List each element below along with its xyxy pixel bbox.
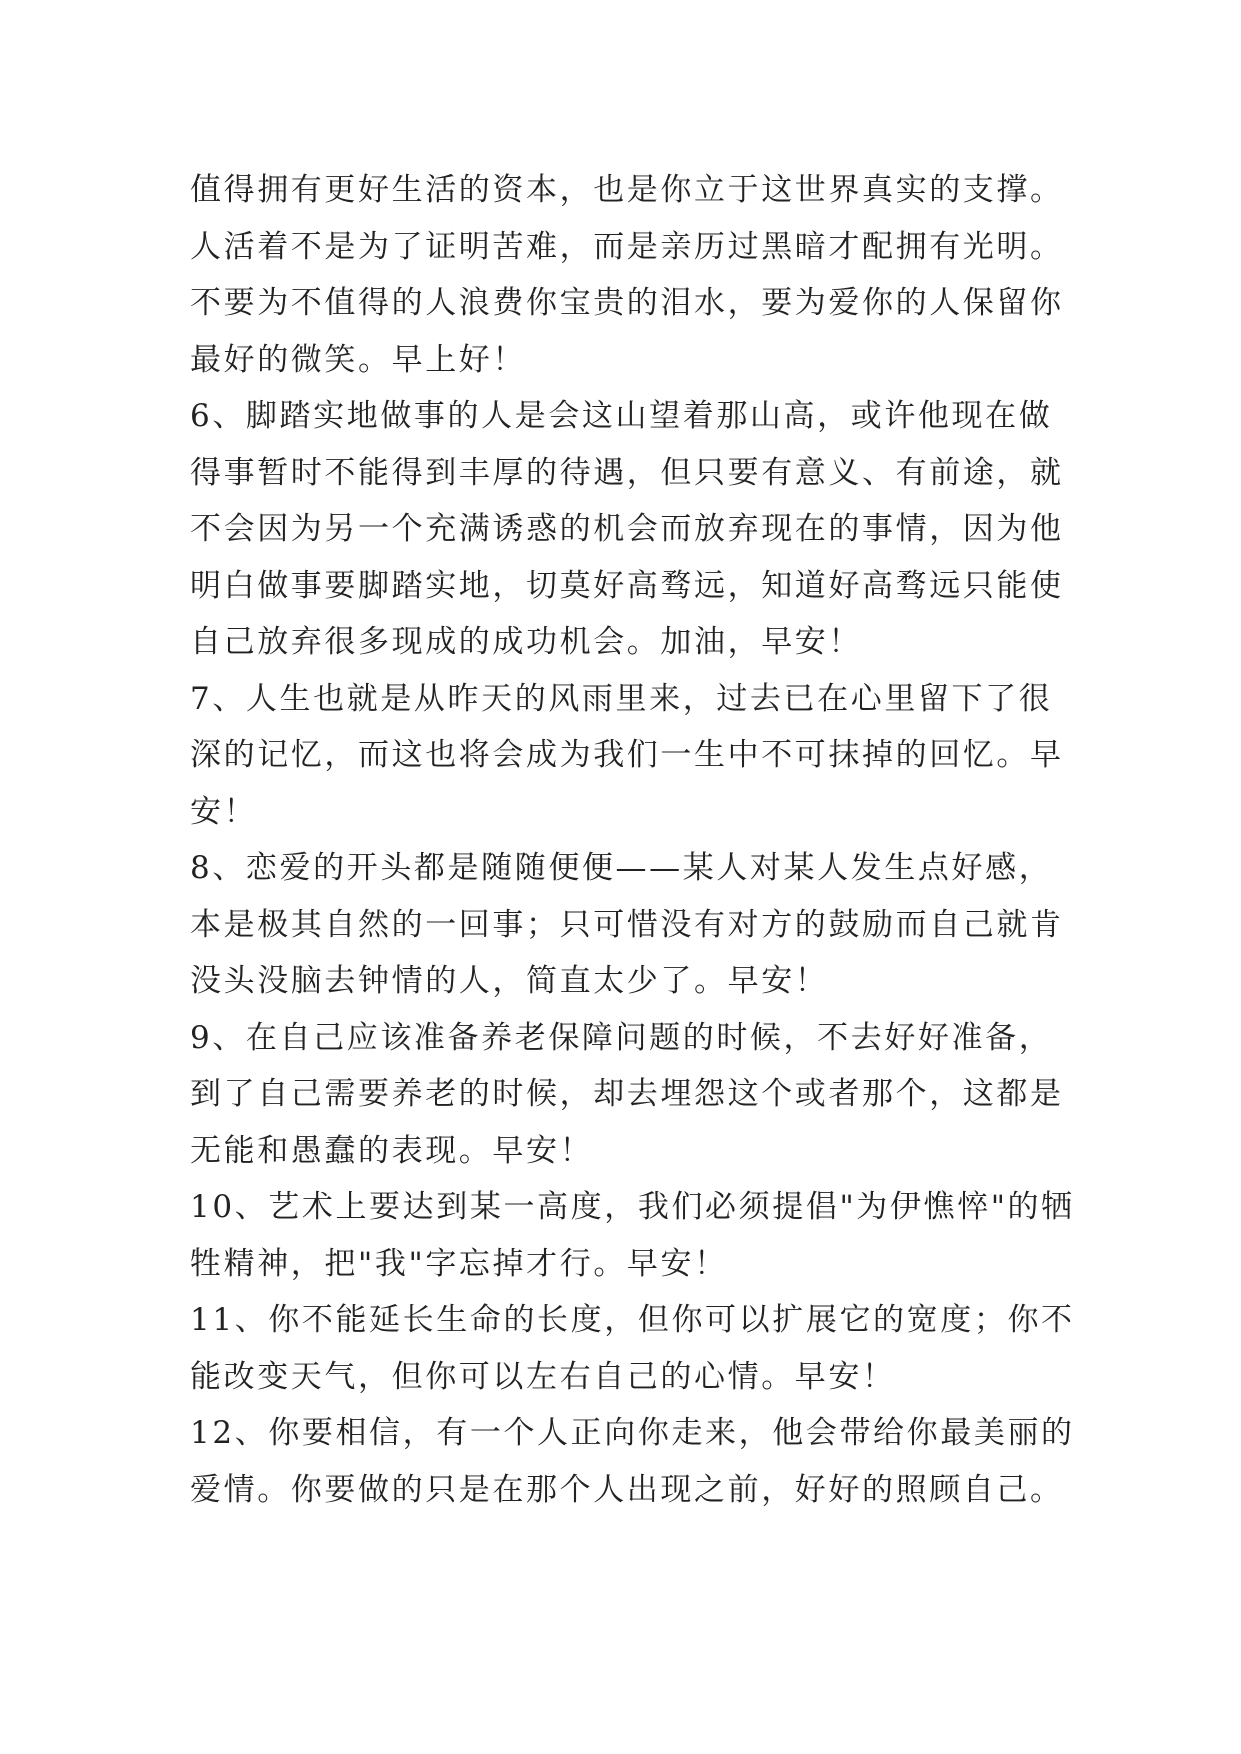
text-line: 到了自己需要养老的时候，却去埋怨这个或者那个，这都是 xyxy=(190,1076,1064,1112)
text-line: 安！ xyxy=(190,793,258,830)
text-line: 不会因为另一个充满诱惑的机会而放弃现在的事情，因为他 xyxy=(190,511,1064,547)
text-line: 深的记忆，而这也将会成为我们一生中不可抹掉的回忆。早 xyxy=(190,737,1064,773)
text-line: 7、人生也就是从昨天的风雨里来，过去已在心里留下了很 xyxy=(190,680,1053,717)
text-line: 人活着不是为了证明苦难，而是亲历过黑暗才配拥有光明。 xyxy=(190,228,1064,265)
document-body xyxy=(190,162,1090,1518)
text-line: 无能和愚蠢的表现。早安！ xyxy=(190,1132,594,1169)
text-line: 牲精神，把"我"字忘掉才行。早安！ xyxy=(190,1245,728,1282)
text-line: 没头没脑去钟情的人，简直太少了。早安！ xyxy=(190,963,829,999)
text-line: 12、你要相信，有一个人正向你走来，他会带给你最美丽的 xyxy=(190,1415,1075,1451)
text-line: 本是极其自然的一回事；只可惜没有对方的鼓励而自己就肯 xyxy=(190,906,1064,943)
text-line: 9、在自己应该准备养老保障问题的时候，不去好好准备， xyxy=(190,1019,1053,1056)
text-line: 最好的微笑。早上好！ xyxy=(190,341,526,378)
text-line: 爱情。你要做的只是在那个人出现之前，好好的照顾自己。 xyxy=(190,1471,1064,1508)
text-line: 自己放弃很多现成的成功机会。加油，早安！ xyxy=(190,624,862,660)
text-line: 得事暂时不能得到丰厚的待遇，但只要有意义、有前途，就 xyxy=(190,454,1064,491)
text-line: 明白做事要脚踏实地，切莫好高骛远，知道好高骛远只能使 xyxy=(190,567,1064,604)
text-line: 10、艺术上要达到某一高度，我们必须提倡"为伊憔悴"的牺 xyxy=(190,1189,1075,1225)
text-line: 8、恋爱的开头都是随随便便——某人对某人发生点好感， xyxy=(190,850,1053,886)
text-line: 值得拥有更好生活的资本，也是你立于这世界真实的支撑。 xyxy=(190,172,1064,208)
text-line: 能改变天气，但你可以左右自己的心情。早安！ xyxy=(190,1358,896,1395)
text-line: 6、脚踏实地做事的人是会这山望着那山高，或许他现在做 xyxy=(190,398,1053,434)
text-line: 11、你不能延长生命的长度，但你可以扩展它的宽度；你不 xyxy=(190,1302,1075,1338)
text-line: 不要为不值得的人浪费你宝贵的泪水，要为爱你的人保留你 xyxy=(190,285,1064,321)
